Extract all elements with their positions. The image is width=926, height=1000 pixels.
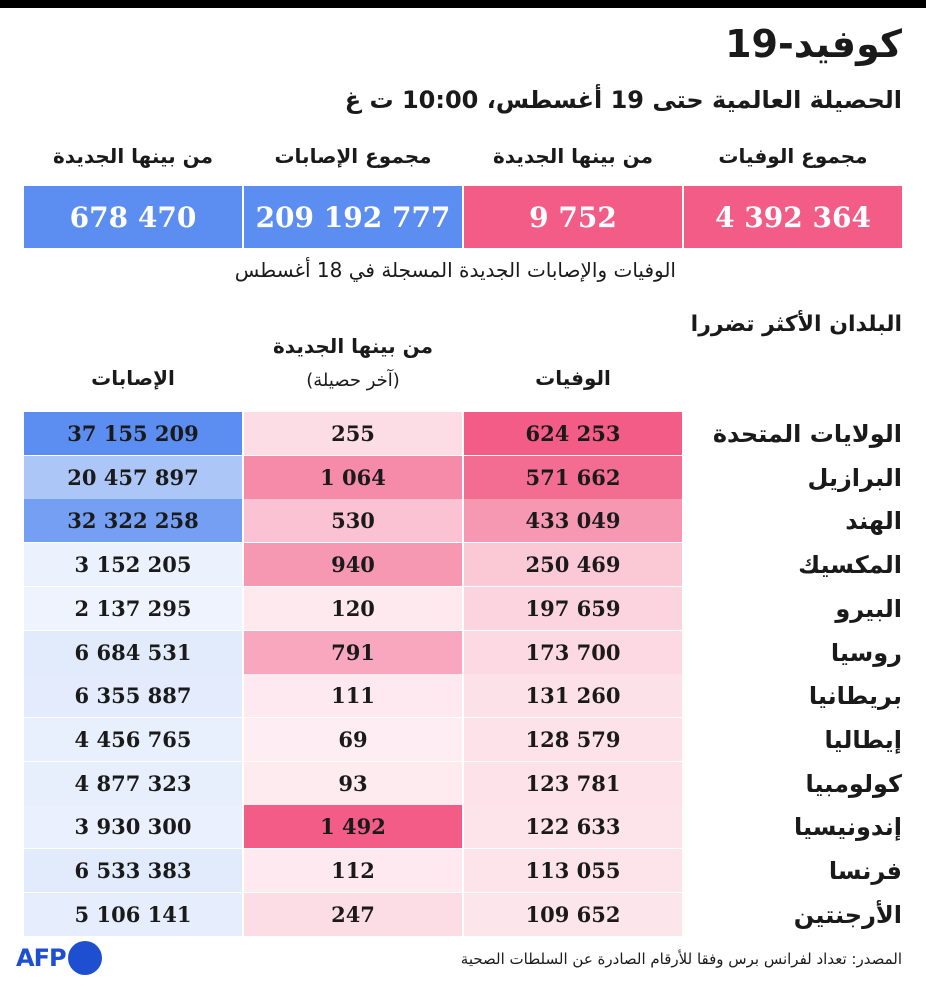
deaths-cell: 123 781 [464, 762, 682, 805]
column-subheader-new: (آخر حصيلة) [306, 370, 400, 391]
country-label: إيطاليا [824, 725, 902, 754]
country-label: إندونيسيا [793, 812, 902, 841]
summary-new-deaths-label: من بينها الجديدة [492, 144, 654, 168]
country-label: كولومبيا [805, 769, 902, 798]
cases-cell: 20 457 897 [24, 456, 242, 499]
afp-logo [16, 940, 102, 976]
deaths-cell: 571 662 [464, 456, 682, 499]
column-header-deaths: الوفيات [535, 366, 611, 390]
country-label: الأرجنتين [793, 900, 902, 929]
deaths-cell: 197 659 [464, 587, 682, 630]
cases-cell: 6 533 383 [24, 849, 242, 892]
top-bar [0, 0, 926, 8]
new-deaths-cell: 1 492 [244, 805, 462, 848]
page-subtitle: الحصيلة العالمية حتى 19 أغسطس، 10:00 ت غ [344, 86, 902, 114]
country-label: فرنسا [828, 856, 902, 885]
summary-new-cases-label: من بينها الجديدة [52, 144, 214, 168]
country-label: المكسيك [798, 550, 902, 579]
summary-deaths-label: مجموع الوفيات [718, 144, 868, 168]
cases-cell: 2 137 295 [24, 587, 242, 630]
summary-deaths-value: 4 392 364 [684, 186, 902, 248]
summary-cases-value: 209 192 777 [244, 186, 462, 248]
country-label: روسيا [830, 638, 902, 667]
section-title: البلدان الأكثر تضررا [690, 312, 902, 337]
cases-cell: 32 322 258 [24, 499, 242, 542]
cases-cell: 6 684 531 [24, 631, 242, 674]
new-deaths-cell: 940 [244, 543, 462, 586]
country-label: الولايات المتحدة [712, 419, 902, 448]
new-deaths-cell: 791 [244, 631, 462, 674]
summary-cases-label: مجموع الإصابات [274, 144, 432, 168]
deaths-cell: 131 260 [464, 674, 682, 717]
cases-cell: 37 155 209 [24, 412, 242, 455]
page-title: كوفيد-19 [725, 22, 902, 66]
afp-logo-text: AFP [16, 944, 66, 972]
deaths-cell: 173 700 [464, 631, 682, 674]
deaths-cell: 433 049 [464, 499, 682, 542]
deaths-cell: 109 652 [464, 893, 682, 936]
cases-cell: 4 877 323 [24, 762, 242, 805]
new-deaths-cell: 93 [244, 762, 462, 805]
afp-logo-dot [68, 941, 102, 975]
new-deaths-cell: 247 [244, 893, 462, 936]
new-deaths-cell: 255 [244, 412, 462, 455]
country-label: بريطانيا [808, 681, 902, 710]
cases-cell: 3 152 205 [24, 543, 242, 586]
cases-cell: 6 355 887 [24, 674, 242, 717]
new-deaths-cell: 530 [244, 499, 462, 542]
deaths-cell: 128 579 [464, 718, 682, 761]
new-deaths-cell: 112 [244, 849, 462, 892]
summary-new-deaths-value: 9 752 [464, 186, 682, 248]
cases-cell: 5 106 141 [24, 893, 242, 936]
summary-note: الوفيات والإصابات الجديدة المسجلة في 18 أغسطس [234, 258, 676, 282]
source-note: المصدر: تعداد لفرانس برس وفقا للأرقام الصادرة عن السلطات الصحية [460, 950, 902, 968]
new-deaths-cell: 120 [244, 587, 462, 630]
column-header-cases: الإصابات [91, 366, 175, 390]
column-header-new: من بينها الجديدة [272, 334, 434, 358]
summary-new-cases-value: 678 470 [24, 186, 242, 248]
country-label: البرازيل [807, 463, 902, 492]
cases-cell: 3 930 300 [24, 805, 242, 848]
deaths-cell: 250 469 [464, 543, 682, 586]
deaths-cell: 113 055 [464, 849, 682, 892]
cases-cell: 4 456 765 [24, 718, 242, 761]
deaths-cell: 624 253 [464, 412, 682, 455]
deaths-cell: 122 633 [464, 805, 682, 848]
country-label: الهند [845, 506, 902, 535]
new-deaths-cell: 111 [244, 674, 462, 717]
new-deaths-cell: 1 064 [244, 456, 462, 499]
country-label: البيرو [835, 594, 902, 623]
new-deaths-cell: 69 [244, 718, 462, 761]
